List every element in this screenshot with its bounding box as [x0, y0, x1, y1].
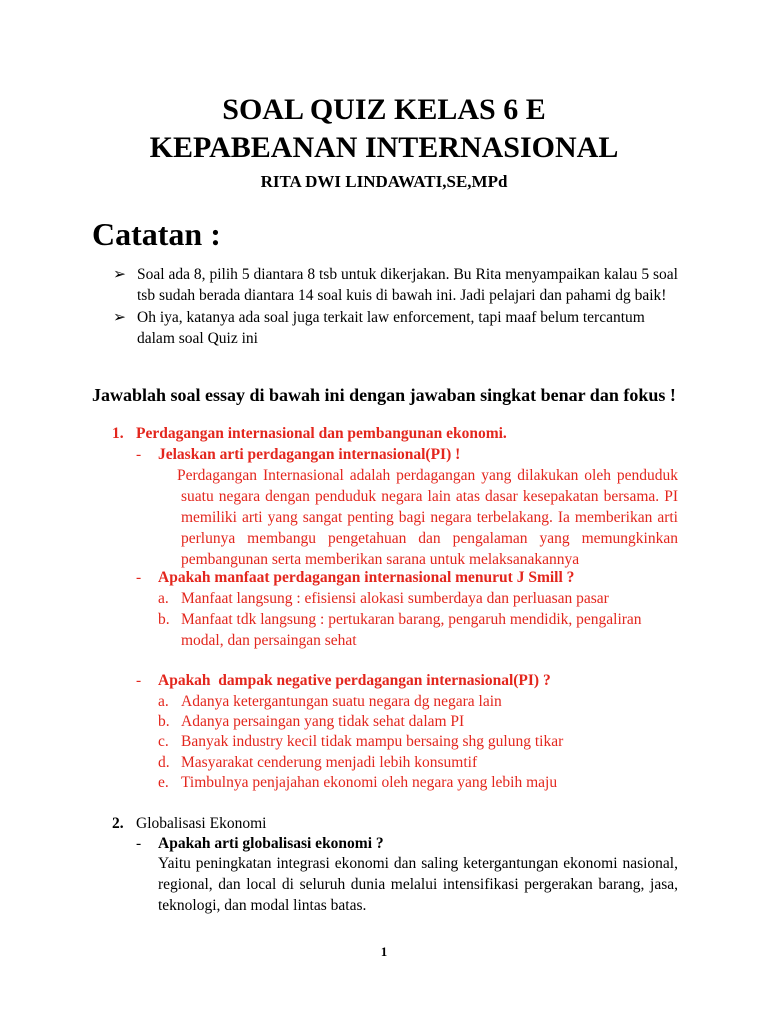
instruction-text: Jawablah soal essay di bawah ini dengan jawaban singkat benar dan fokus ! — [92, 385, 676, 405]
arrow-bullet-icon: ➢ — [113, 266, 126, 283]
notes-heading: Catatan : — [92, 216, 221, 252]
list-item: Manfaat tdk langsung : pertukaran barang, pengaruh mendidik, pengaliran modal, dan persaingan sehat — [181, 611, 642, 649]
note-text: Oh iya, katanya ada soal juga terkait law enforcement, tapi maaf belum tercantum dalam soal Quiz ini — [137, 309, 645, 347]
list-marker: a. — [158, 693, 169, 710]
document-title-line-1: SOAL QUIZ KELAS 6 E — [222, 93, 546, 126]
list-marker: b. — [158, 611, 170, 628]
question-dash: - — [136, 569, 142, 586]
list-marker: a. — [158, 590, 169, 607]
list-marker: b. — [158, 713, 170, 730]
section-2-number: 2. — [112, 815, 124, 832]
list-marker: e. — [158, 774, 169, 791]
note-item — [113, 307, 678, 349]
list-item: Manfaat langsung : efisiensi alokasi sumberdaya dan perluasan pasar — [181, 590, 609, 607]
document-author: RITA DWI LINDAWATI,SE,MPd — [260, 172, 508, 191]
section-1-question-3: Apakah dampak negative perdagangan internasional(PI) ? — [158, 672, 551, 689]
section-1-title: Perdagangan internasional dan pembangunan ekonomi. — [136, 425, 507, 442]
section-2-title: Globalisasi Ekonomi — [136, 815, 267, 832]
list-item: Banyak industry kecil tidak mampu bersaing shg gulung tikar — [181, 733, 564, 750]
list-item: Timbulnya penjajahan ekonomi oleh negara yang lebih maju — [181, 774, 558, 791]
list-item: Masyarakat cenderung menjadi lebih konsumtif — [181, 754, 478, 771]
question-dash: - — [136, 672, 142, 689]
question-dash: - — [136, 446, 142, 463]
question-dash: - — [136, 835, 142, 852]
list-marker: d. — [158, 754, 170, 771]
section-1-question-2: Apakah manfaat perdagangan internasional menurut J Smill ? — [158, 569, 575, 586]
section-2-answer-1: Yaitu peningkatan integrasi ekonomi dan saling ketergantungan ekonomi nasional, regional, dan local di seluruh dunia melalui intensifikasi pergerakan barang, jasa, teknologi, dan modal lintas batas. — [158, 855, 678, 914]
note-item — [113, 264, 678, 306]
page-number: 1 — [380, 944, 388, 959]
section-1-question-1: Jelaskan arti perdagangan internasional(PI) ! — [158, 446, 461, 463]
document-title-line-2: KEPABEANAN INTERNASIONAL — [149, 131, 619, 164]
section-1-answer-1: Perdagangan Internasional adalah perdagangan yang dilakukan oleh penduduk suatu negara dengan penduduk negara lain atas dasar kesepakatan bersama. PI memiliki arti yang sangat penting bagi negara terbelakang. Ia memberikan arti perlunya membangu pengetahuan dan pengalaman yang memungkinkan pembangunan serta memberikan sarana untuk melaksanakannya — [177, 467, 678, 568]
section-2-question-1: Apakah arti globalisasi ekonomi ? — [158, 835, 384, 852]
list-marker: c. — [158, 733, 169, 750]
section-1-number: 1. — [112, 425, 124, 442]
list-item: Adanya ketergantungan suatu negara dg negara lain — [181, 693, 502, 710]
list-item: Adanya persaingan yang tidak sehat dalam PI — [181, 713, 465, 730]
arrow-bullet-icon: ➢ — [113, 309, 126, 326]
note-text: Soal ada 8, pilih 5 diantara 8 tsb untuk dikerjakan. Bu Rita menyampaikan kalau 5 soal tsb sudah berada diantara 14 soal kuis di bawah ini. Jadi pelajari dan pahami dg baik! — [137, 266, 678, 304]
